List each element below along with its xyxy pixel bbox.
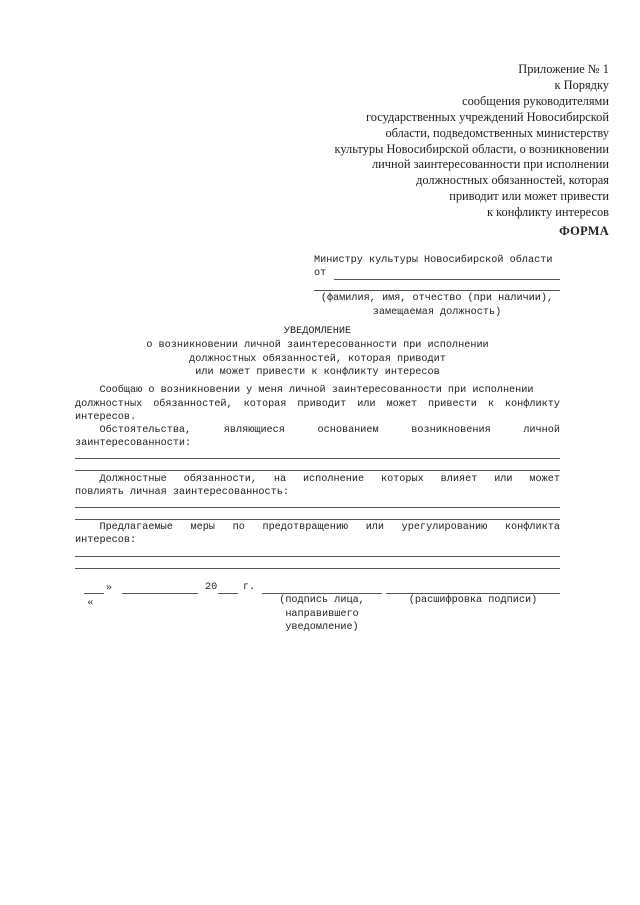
paragraph-line: повлиять личная заинтересованность: — [75, 487, 289, 498]
subtitle-line: должностных обязанностей, которая приводит — [189, 353, 446, 365]
word: влияет — [440, 474, 478, 485]
word: меры — [190, 522, 215, 533]
paragraph-line: Сообщаю о возникновении у меня личной заинтересованности при исполнении — [75, 385, 534, 396]
word: обязанностей, — [153, 399, 233, 410]
notice-subtitle — [75, 339, 560, 380]
word: по — [232, 522, 245, 533]
sender-name-field[interactable] — [334, 279, 560, 280]
hint-line: (фамилия, имя, отчество (при наличии), — [320, 293, 554, 304]
appendix-line: государственных учреждений Новосибирской — [366, 109, 609, 124]
word: Должностные — [75, 474, 167, 485]
word: к — [487, 399, 494, 410]
decoding-hint: (расшифровка подписи) — [408, 595, 538, 606]
word: может — [529, 474, 560, 485]
notice-title: УВЕДОМЛЕНИЕ — [283, 326, 352, 337]
quote-open: « — [87, 593, 94, 608]
word: исполнение — [302, 474, 365, 485]
from-label: от — [314, 268, 327, 279]
word: на — [273, 474, 287, 485]
word: которая — [243, 399, 287, 410]
signature-hint — [262, 594, 382, 635]
word: или — [494, 474, 513, 485]
date-day-field[interactable] — [84, 593, 104, 594]
paragraph-line — [75, 473, 560, 487]
duties-field[interactable] — [75, 507, 560, 508]
appendix-line: к конфликту интересов — [487, 205, 609, 220]
word: предотвращению — [262, 522, 349, 533]
appendix-line: к Порядку — [554, 77, 609, 92]
appendix-line: культуры Новосибирской области, о возникновении — [334, 141, 609, 156]
word: обязанности, — [183, 474, 257, 485]
word: возникновения — [411, 425, 491, 436]
sender-field-hint — [314, 292, 560, 319]
form-label: ФОРМА — [559, 224, 609, 238]
word: которых — [380, 474, 424, 485]
word: может — [386, 399, 418, 410]
word: или — [357, 399, 376, 410]
hint-line: (подпись лица, — [279, 595, 365, 606]
word: привести — [428, 399, 477, 410]
paragraph-line — [75, 398, 560, 412]
quote-close: » — [106, 579, 112, 593]
measures-field[interactable] — [75, 556, 560, 557]
word: конфликта — [504, 522, 560, 533]
year-prefix: 20 — [205, 582, 218, 593]
subtitle-line: о возникновении личной заинтересованности при исполнении — [146, 340, 489, 351]
paragraph-line — [75, 521, 560, 535]
hint-line: направившего — [285, 608, 359, 620]
word: приводит — [297, 399, 347, 410]
appendix-header — [269, 62, 609, 221]
hint-line: замещаемая должность) — [372, 306, 502, 318]
appendix-line: приводит или может привести — [449, 189, 609, 204]
appendix-line: сообщения руководителями — [462, 93, 609, 108]
word: Обстоятельства, — [75, 425, 192, 436]
subtitle-line: или может привести к конфликту интересов — [195, 367, 440, 379]
word: Предлагаемые — [75, 522, 173, 533]
word: основанием — [317, 425, 379, 436]
addressee-line: Министру культуры Новосибирской области — [314, 255, 553, 266]
circumstances-field[interactable] — [75, 470, 560, 471]
appendix-line: Приложение № 1 — [518, 62, 609, 76]
word: личной — [523, 425, 560, 436]
word: конфликту — [504, 399, 560, 410]
sender-position-field[interactable] — [314, 290, 560, 291]
date-signature-row — [75, 581, 93, 610]
date-month-field[interactable] — [122, 593, 198, 594]
measures-field[interactable] — [75, 568, 560, 569]
paragraph-line: интересов: — [75, 535, 137, 546]
word: урегулированию — [401, 522, 488, 533]
year-suffix: г. — [243, 582, 256, 593]
word: являющиеся — [223, 425, 285, 436]
paragraph-line: интересов. — [75, 412, 137, 423]
appendix-line: области, подведомственных министерству — [385, 125, 609, 140]
circumstances-field[interactable] — [75, 458, 560, 459]
appendix-line: личной заинтересованности при исполнении — [371, 157, 609, 172]
paragraph-line — [75, 424, 560, 438]
date-year-field[interactable] — [218, 593, 238, 594]
word: или — [365, 522, 385, 533]
hint-line: уведомление) — [285, 622, 359, 634]
word: должностных — [75, 399, 143, 410]
appendix-line: должностных обязанностей, которая — [416, 173, 609, 188]
paragraph-line: заинтересованности: — [75, 438, 192, 449]
duties-field[interactable] — [75, 519, 560, 520]
